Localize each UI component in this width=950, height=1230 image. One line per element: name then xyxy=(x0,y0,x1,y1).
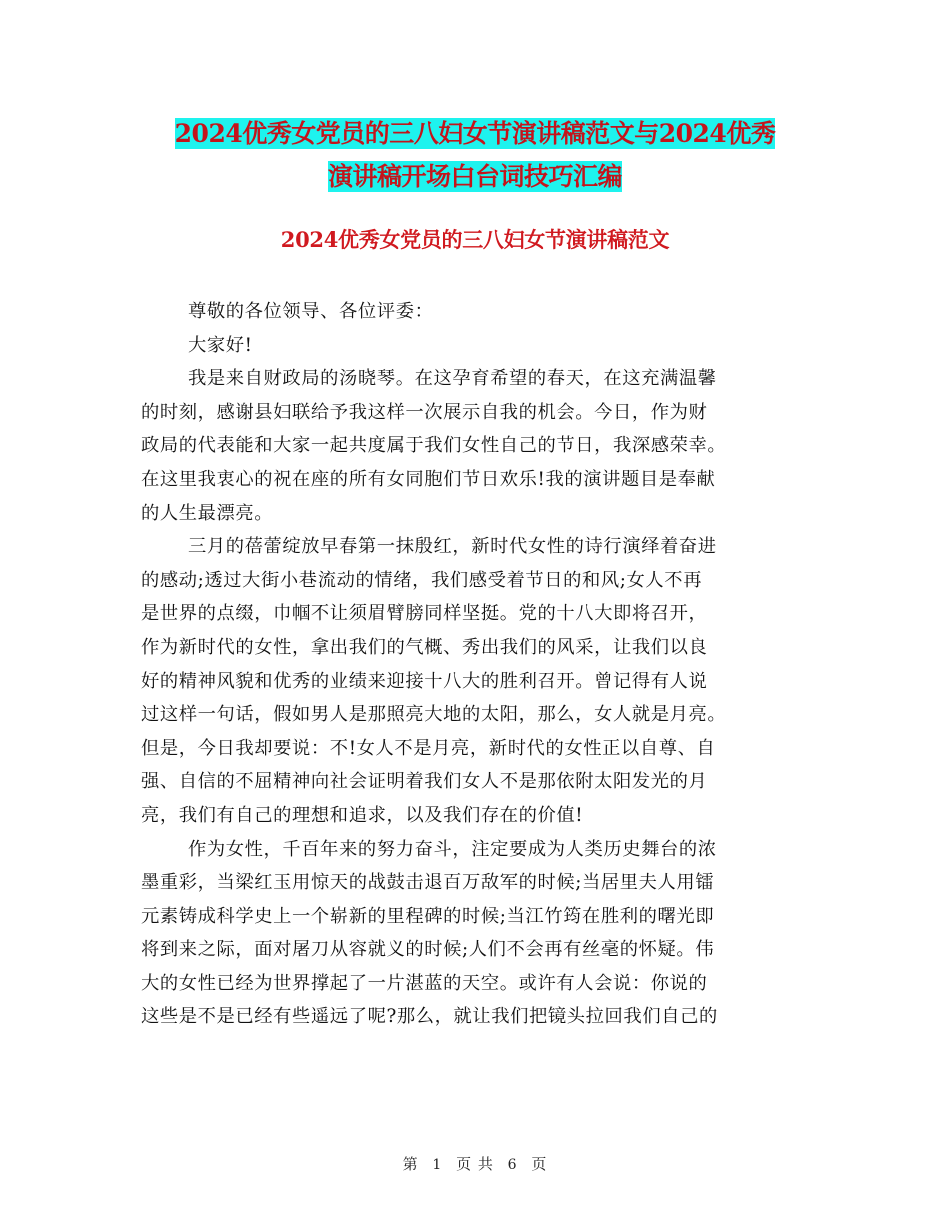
document-body xyxy=(141,295,811,1034)
total-pages-number: 6 xyxy=(507,1157,518,1173)
paragraph-line: 的人生最漂亮。 xyxy=(141,502,274,524)
paragraph-line: 好的精神风貌和优秀的业绩来迎接十八大的胜利召开。曾记得有人说 xyxy=(141,670,708,692)
body-paragraph xyxy=(141,362,811,530)
paragraph-line: 三月的蓓蕾绽放早春第一抹殷红，新时代女性的诗行演绎着奋进 xyxy=(188,536,717,558)
paragraph-line: 但是，今日我却要说：不!女人不是月亮，新时代的女性正以自尊、自 xyxy=(141,737,716,759)
paragraph-line: 我是来自财政局的汤晓琴。在这孕育希望的春天，在这充满温馨 xyxy=(188,368,717,390)
footer-prefix: 第 xyxy=(402,1155,419,1173)
current-page-number: 1 xyxy=(432,1157,443,1173)
document-title-line-1: 2024优秀女党员的三八妇女节演讲稿范文与2024优秀 xyxy=(174,119,776,148)
paragraph-line: 元素铸成科学史上一个崭新的里程碑的时候;当江竹筠在胜利的曙光即 xyxy=(141,905,715,927)
document-title-line-2: 演讲稿开场白台词技巧汇编 xyxy=(327,162,622,191)
paragraph-list xyxy=(141,362,811,1034)
paragraph-line: 的感动;透过大街小巷流动的情绪，我们感受着节日的和风;女人不再 xyxy=(141,569,703,591)
footer-suffix: 页 xyxy=(531,1155,548,1173)
body-paragraph xyxy=(141,530,811,832)
paragraph-line: 作为女性，千百年来的努力奋斗，注定要成为人类历史舞台的浓 xyxy=(188,838,717,860)
paragraph-line: 亮，我们有自己的理想和追求，以及我们存在的价值! xyxy=(141,804,584,826)
paragraph-line: 是世界的点缀，巾帼不让须眉臂膀同样坚挺。党的十八大即将召开， xyxy=(141,603,708,625)
paragraph-line: 政局的代表能和大家一起共度属于我们女性自己的节日，我深感荣幸。 xyxy=(141,435,727,457)
paragraph-line: 墨重彩，当梁红玉用惊天的战鼓击退百万敌军的时候;当居里夫人用镭 xyxy=(141,872,715,894)
footer-middle: 页 共 xyxy=(456,1155,494,1173)
paragraph-line: 过这样一句话，假如男人是那照亮大地的太阳，那么，女人就是月亮。 xyxy=(141,704,727,726)
body-paragraph xyxy=(141,833,811,1035)
paragraph-line: 大的女性已经为世界撑起了一片湛蓝的天空。或许有人会说：你说的 xyxy=(141,972,708,994)
section-title: 2024优秀女党员的三八妇女节演讲稿范文 xyxy=(280,227,670,252)
paragraph-line: 强、自信的不屈精神向社会证明着我们女人不是那依附太阳发光的月 xyxy=(141,771,708,793)
paragraph-line: 这些是不是已经有些遥远了呢?那么，就让我们把镜头拉回我们自己的 xyxy=(141,1006,718,1028)
paragraph-line: 在这里我衷心的祝在座的所有女同胞们节日欢乐!我的演讲题目是奉献 xyxy=(141,468,716,490)
page-footer xyxy=(0,1153,950,1174)
paragraph-line: 将到来之际，面对屠刀从容就义的时候;人们不会再有丝毫的怀疑。伟 xyxy=(141,939,715,961)
greeting: 大家好! xyxy=(188,334,253,356)
salutation: 尊敬的各位领导、各位评委： xyxy=(188,301,434,322)
paragraph-line: 的时刻，感谢县妇联给予我这样一次展示自我的机会。今日，作为财 xyxy=(141,401,708,423)
document-title xyxy=(0,112,950,198)
paragraph-line: 作为新时代的女性，拿出我们的气概、秀出我们的风采，让我们以良 xyxy=(141,636,708,658)
